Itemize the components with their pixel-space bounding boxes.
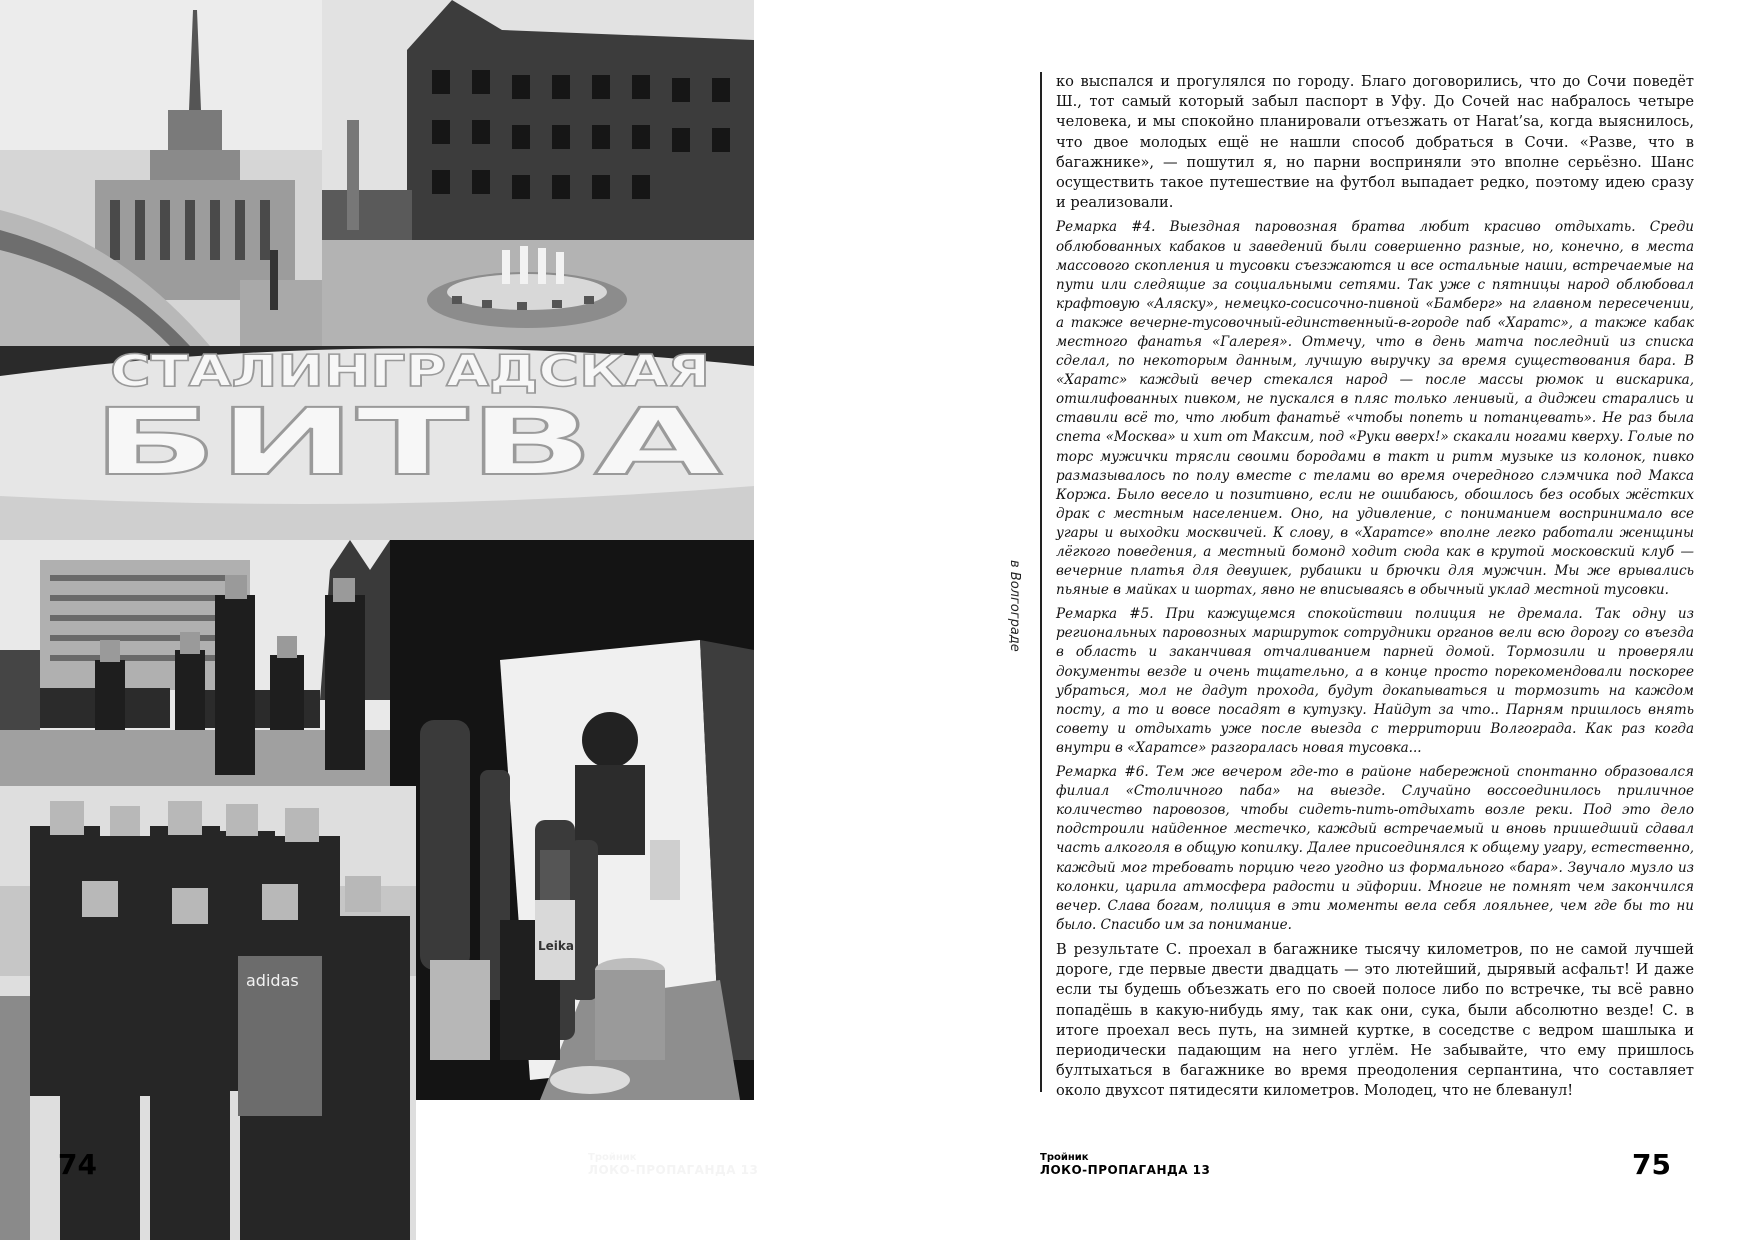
paragraph-remark-6: Ремарка #6. Тем же вечером где-то в районе набережной спонтанно образовался филиал «Столичного паба» на выезде. Случайно воссоединилось приличное количество паровозов, чтобы сидеть-пить-отдыхать возле реки. Под это дело подстроили найденное местечко, каждый встречаемый и вновь пришедший сдавал часть алкоголя в общую копилку. Далее присоединялся к общему угару, естественно, каждый мог требовать порцию чего угодно из формального «бара». Звучало музло из колонки, царила атмосфера радости и эйфории. Многие не помнят чем закончился вечер. Слава богам, полиция в эти моменты вела себя лояльнее, чем где бы то ни было. Спасибо им за понимание. (1056, 764, 1694, 933)
right-footer-brand (1040, 1152, 1210, 1176)
left-footer-brand (588, 1152, 758, 1176)
left-page-number: 74 (58, 1148, 97, 1181)
right-page-number: 75 (1632, 1148, 1671, 1181)
paragraph-conclusion: В результате С. проехал в багажнике тысячу километров, по не самой лучшей дороге, где первые двести двадцать — это лютейший, дырявый асфальт! И даже если ты будешь объезжать его по своей полосе либо по встречке, ты всё равно попадёшь в какую-нибудь яму, так как они, сука, были абсолютно везде! С. в итоге проехал весь путь, на зимней куртке, в соседстве с ведром шашлыка и периодически падающим на него углём. Не забывайте, что ему пришлось бултыхаться в багажнике во время преодоления серпантина, что составляет около двухсот пятидесяти километров. Молодец, что не блеванул! (1056, 940, 1694, 1100)
left-footer-brand-small: Тройник (588, 1152, 637, 1163)
photo-river-station (0, 0, 322, 346)
photo-ruined-mill (322, 0, 754, 346)
photo-table-bottles (390, 540, 754, 1100)
bottle-label-text: Leika (538, 939, 574, 953)
column-rule (1040, 72, 1042, 1092)
right-footer-brand-big: ЛОКО-ПРОПАГАНДА 13 (1040, 1163, 1211, 1177)
monument-text-line2: БИТВА (92, 389, 722, 496)
photo-monument-lettering (0, 346, 754, 540)
tshirt-text: adidas (246, 971, 299, 990)
paragraph-remark-5: Ремарка #5. При кажущемся спокойствии полиция не дремала. Так одну из региональных паровозных маршруток сотрудники органов вели всю дорогу со въезда в область и заканчивая отчаливанием парней домой. Тормозили и проверяли документы везде и очень тщательно, а в конце просто порекомендовали поскорее убраться, мол не дадут прохода, будут докапываться и тормозить на каждом посту, а то и вовсе посадят в кутузку. Найдут за что.. Парням пришлось внять совету и отдыхать уже после выезда с территории Волгограда. Как раз когда внутри в «Харатсе» разгоралась новая тусовка... (1056, 606, 1694, 756)
paragraph-intro: ко выспался и прогулялся по городу. Благо договорились, что до Сочи поведёт Ш., тот самый который забыл паспорт в Уфу. До Сочей нас набралось четыре человека, и мы спокойно планировали отъезжать от Harat’sa, когда выяснилось, что двое молодых ещё не нашли способ добраться в Сочи. «Разве, что в багажнике», — пошутил я, но парни восприняли это вполне серьёзно. Шанс осуществить такое путешествие на футбол выпадает редко, поэтому идею сразу и реализовали. (1056, 73, 1694, 212)
article-text-column (1056, 72, 1694, 1107)
photo-square-benches (0, 540, 390, 786)
monument-text-line1: СТАЛИНГРАДСКАЯ (110, 346, 710, 397)
paragraph-remark-4: Ремарка #4. Выездная паровозная братва любит красиво отдыхать. Среди облюбованных кабаков и заведений были совершенно разные, но, конечно, в места массового скопления и тусовки съезжаются и все остальные наши, встречаемые на пути или следящие за социальными сетями. Так уже с пятницы народ облюбовал крафтовую «Аляску», немецко-сосисочно-пивной «Бамберг» на главном пересечении, а также вечерне-тусовочный-единственный-в-городе паб «Харатс», а также кабак местного фанатья «Галерея». Отмечу, что в день матча последний из списка сделал, по некоторым данным, лучшую выручку за время существования бара. В «Харатс» каждый вечер стекался народ — после массы рюмок и вискарика, отшлифованных пивком, не пускался в пляс только ленивый, а диджеи старались и ставили всё то, что любит фанатьё «чтобы попеть и потанцевать». Не раз была спета «Москва» и хит от Максим, под «Руки вверх!» скакали ногами кверху. Голые по торс мужички трясли своими бородами в такт и ритм музыке из колонок, пивко размазывалось по полу вместе с телами во время очередного слэмчика под Макса Коржа. Было весело и позитивно, если не ошибаюсь, обошлось без особых жёстких драк с местным населением. Оно, на удивление, с пониманием воспринимало все угары и выходки москвичей. К слову, в «Харатсе» вполне легко работали женщины лёгкого поведения, а местный бомонд ходит сюда как в крутой московский клуб — вечерние платья для девушек, рубашки и брючки для мужчин. Мы же врывались пьяные в майках и шортах, явно не вписываясь в обычный уклад местной тусовки. (1056, 219, 1694, 599)
left-footer-brand-big: ЛОКО-ПРОПАГАНДА 13 (588, 1163, 759, 1177)
section-label: в Волгограде (1007, 560, 1022, 652)
right-footer-brand-small: Тройник (1040, 1152, 1089, 1163)
